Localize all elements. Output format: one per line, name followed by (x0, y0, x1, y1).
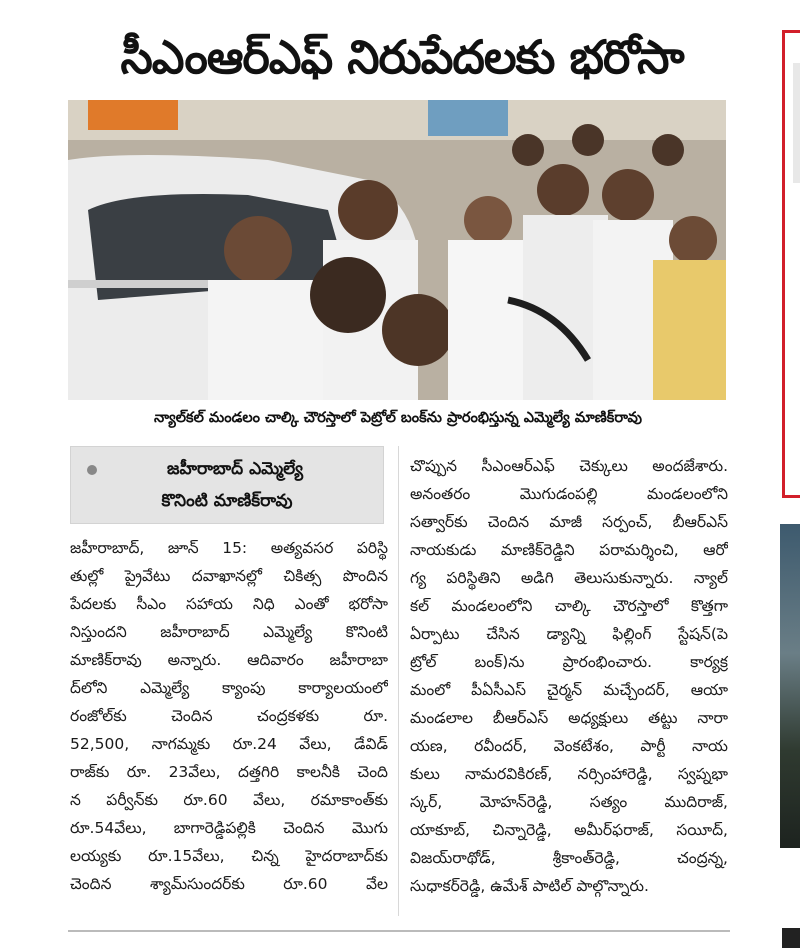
text-line: రంజోల్‌కు చెందిన చంద్రకళకు రూ. (70, 707, 388, 725)
text-line: తుల్లో ప్రైవేటు దవాఖానల్లో చికిత్స పొందిన (70, 567, 388, 585)
text-line: జహీరాబాద్, జూన్ 15: అత్యవసర పరిస్థి (70, 539, 388, 557)
headline: సీఎంఆర్‌ఎఫ్ నిరుపేదలకు భరోసా (120, 30, 684, 84)
side-block (782, 928, 800, 948)
text-line: మండలాల బీఆర్‌ఎస్ అధ్యక్షులు తట్టు నారా (410, 709, 728, 727)
body-right-column (410, 452, 728, 900)
text-line: రూ.54వేలు, బాగారెడ్డిపల్లికి చెందిన మొగు (70, 819, 388, 837)
text-line: పేదలకు సీఎం సహాయ నిధి ఎంతో భరోసా (70, 595, 388, 613)
text-line: నాయకుడు మాణిక్‌రెడ్డిని పరామర్శించి, ఆరో (410, 541, 728, 559)
ad-content (793, 63, 800, 183)
text-line: కులు నామరవికిరణ్, నర్సింహారెడ్డి, స్వప్నభా (410, 765, 728, 783)
text-line: 52,500, నాగమ్మకు రూ.24 వేలు, డేవిడ్ (70, 735, 388, 753)
text-line: కల్ మండలంలోని చాల్కి చౌరస్తాలో కొత్తగా (410, 597, 728, 615)
text-line: స్కర్, మోహన్‌రెడ్డి, సత్యం ముదిరాజ్, (410, 793, 728, 811)
subhead-line-1: జహీరాబాద్ ఎమ్మెల్యే (167, 459, 303, 479)
text-line: అనంతరం మొగుడంపల్లి మండలంలోని (410, 485, 728, 503)
text-line: ఏర్పాటు చేసిన డ్యాన్ని ఫిల్లింగ్ స్టేషన్(పె (410, 625, 728, 643)
text-line: విజయ్‌రాథోడ్, శ్రీకాంత్‌రెడ్డి, చంద్రన్న, (410, 849, 728, 867)
text-line: యణ, రవీందర్, వెంకటేశం, పార్టీ నాయ (410, 737, 728, 755)
news-photo (68, 100, 726, 400)
text-line: సుధాకర్‌రెడ్డి, ఉమేశ్ పాటిల్ పాల్గొన్నారు. (410, 877, 649, 895)
text-line: సత్వార్‌కు చెందిన మాజీ సర్పంచ్, బీఆర్‌ఎస్ (410, 513, 728, 531)
photo-caption: న్యాల్‌కల్ మండలం చాల్కి చౌరస్తాలో పెట్రోల్ బంక్‌ను ప్రారంభిస్తున్న ఎమ్మెల్యే మాణిక్‌రావు (154, 410, 642, 426)
text-line: న పర్వీన్‌కు రూ.60 వేలు, రమాకాంత్‌కు (70, 791, 388, 809)
text-line: ట్రోల్ బంక్)ను ప్రారంభించారు. కార్యక్ర (410, 653, 728, 671)
subhead-line-2: కొనింటి మాణిక్‌రావు (161, 491, 293, 511)
column-divider (398, 446, 399, 916)
bottom-rule (68, 930, 730, 932)
text-line: చొప్పున సీఎంఆర్‌ఎఫ్ చెక్కులు అందజేశారు. (410, 457, 728, 475)
body-left-column (70, 534, 388, 898)
text-line: గ్య పరిస్థితిని అడిగి తెలుసుకున్నారు. న్యాల్ (410, 569, 728, 587)
side-photo (780, 524, 800, 848)
text-line: యాకూబ్, చిన్నారెడ్డి, అమీర్‌ఫరాజ్, సయీద్, (410, 821, 728, 839)
text-line: మాణిక్‌రావు అన్నారు. ఆదివారం జహీరాబా (70, 651, 388, 669)
side-advertisement[interactable] (782, 30, 800, 498)
text-line: చెందిన శ్యామ్‌సుందర్‌కు రూ.60 వేల (70, 875, 388, 893)
text-line: మంలో పీఏసీఎస్ చైర్మన్ మచ్చేందర్, ఆయా (410, 681, 728, 699)
text-line: నిస్తుందని జహీరాబాద్ ఎమ్మెల్యే కొనింటి (70, 623, 388, 641)
text-line: ద్‌లోని ఎమ్మెల్యే క్యాంపు కార్యాలయంలో (70, 679, 388, 697)
subhead-box (70, 446, 384, 524)
text-line: రాజ్‌కు రూ. 23వేలు, దత్తగిరి కాలనీకి చెంది (70, 763, 388, 781)
text-line: లయ్యకు రూ.15వేలు, చిన్న హైదరాబాద్‌కు (70, 847, 388, 865)
